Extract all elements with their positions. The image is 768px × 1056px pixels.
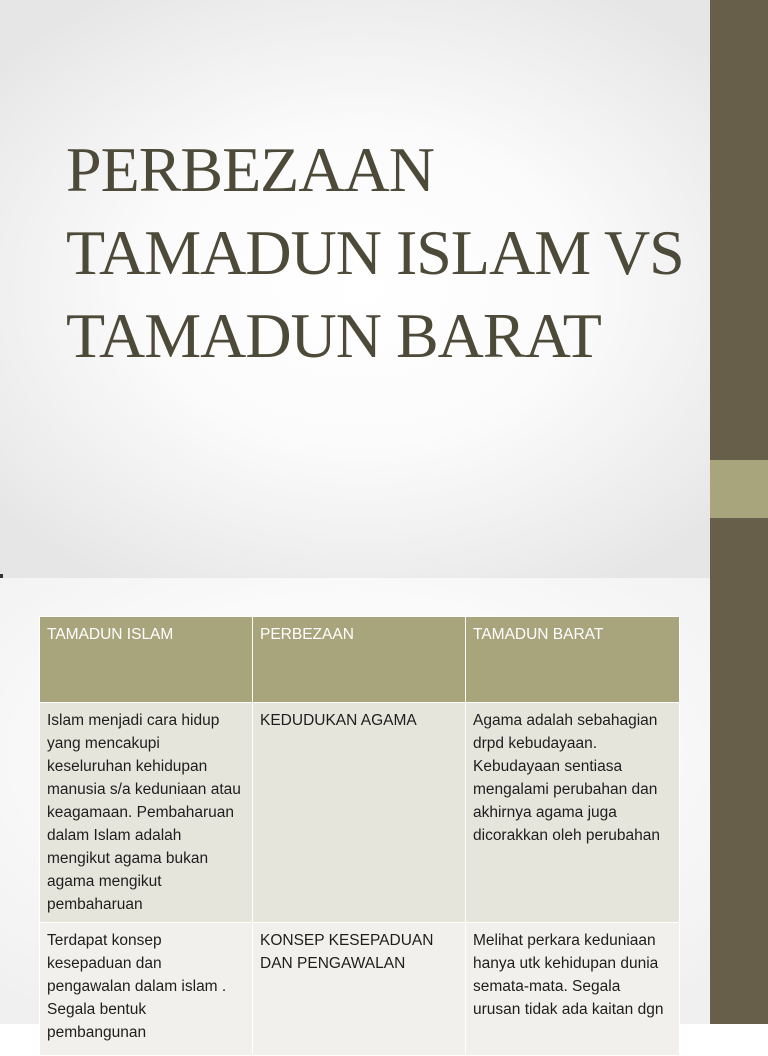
- header-tamadun-barat: TAMADUN BARAT: [466, 617, 680, 703]
- table-slide: [0, 578, 768, 1041]
- cell-barat: Melihat perkara keduniaan hanya utk kehidupan dunia semata-mata. Segala urusan tidak ada kaitan dgn: [466, 923, 680, 1056]
- slide-title-line-1: PERBEZAAN: [66, 134, 434, 205]
- cell-perbezaan: KEDUDUKAN AGAMA: [253, 703, 466, 923]
- table-row: [40, 923, 680, 1056]
- side-bar: [710, 578, 768, 1024]
- slide-title-line-2: TAMADUN ISLAM VS: [66, 217, 684, 288]
- cell-barat: Agama adalah sebahagian drpd kebudayaan. Kebudayaan sentiasa mengalami perubahan dan akhirnya agama juga dicorakkan oleh perubahan: [466, 703, 680, 923]
- header-perbezaan: PERBEZAAN: [253, 617, 466, 703]
- cell-perbezaan: KONSEP KESEPADUAN DAN PENGAWALAN: [253, 923, 466, 1056]
- cell-islam: Islam menjadi cara hidup yang mencakupi keseluruhan kehidupan manusia s/a keduniaan atau keagamaan. Pembaharuan dalam Islam adalah mengikut agama bukan agama mengikut pembaharuan: [40, 703, 253, 923]
- cell-islam: Terdapat konsep kesepaduan dan pengawalan dalam islam . Segala bentuk pembangunan: [40, 923, 253, 1056]
- table-row: [40, 703, 680, 923]
- table-header-row: [40, 617, 680, 703]
- slide-title: [66, 128, 706, 377]
- comparison-table: [39, 616, 680, 1056]
- header-tamadun-islam: TAMADUN ISLAM: [40, 617, 253, 703]
- slide-title-line-3: TAMADUN BARAT: [66, 300, 601, 371]
- side-bar-accent: [710, 460, 768, 518]
